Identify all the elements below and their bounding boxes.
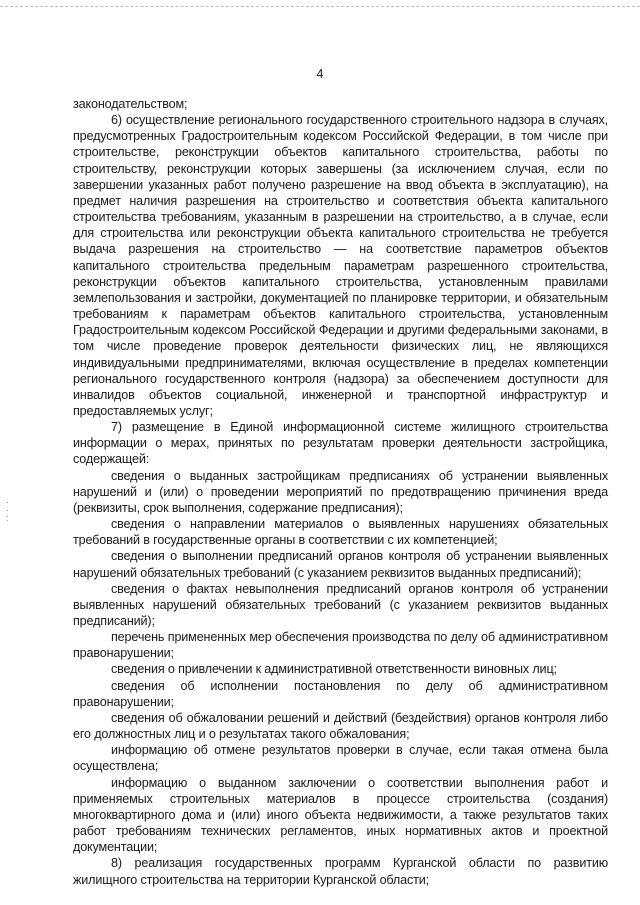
paragraph-item-8: 8) реализация государственных программ Курганской области по развитию жилищного строительства на территории Курганской области; [73,856,608,887]
paragraph-item-6: 6) осуществление регионального государственного строительного надзора в случаях, предусмотренных Градостроительным кодексом Российской Федерации, в том числе при строительстве, реконструкции объектов капитального строительства, работы по строительству, реконструкции которых завершены (за исключением случая, если по завершении указанных работ получено разрешение на ввод объекта в эксплуатацию), на предмет наличия разрешения на строительство и соответствия объекта капитального строительства требованиям, указанным в разрешении на строительство, а в случае, если для строительства или реконструкции объекта капитального строительства не требуется выдача разрешения на строительство — на соответствие параметров объектов капитального строительства предельным параметрам разрешенного строительства, реконструкции объектов капитального строительства, установленным правилами землепользования и застройки, документацией по планировке территории, и обязательным требованиям к параметрам объектов капитального строительства, установленным Градостроительным кодексом Российской Федерации и другими федеральными законами, в том числе проведение проверок деятельности физических лиц, не являющихся индивидуальными предпринимателями, включая осуществление в пределах компетенции регионального государственного контроля (надзора) за обеспечением доступности для инвалидов объектов социальной, инженерной и транспортной инфраструктур и предоставляемых услуг; [73,113,608,418]
scan-top-border [0,6,640,7]
paragraph-subitem: информацию о выданном заключении о соответствии выполнения работ и применяемых строительных материалов в процессе строительства (создания) многоквартирного дома и (или) иного объекта недвижимости, а также результатов таких работ требованиям технических регламентов, иных нормативных актов и проектной документации; [73,775,608,855]
paragraph-subitem: информацию об отмене результатов проверки в случае, если такая отмена была осуществлена; [73,743,608,774]
paragraph-subitem: перечень примененных мер обеспечения производства по делу об административном правонарушении; [73,630,608,661]
document-body [73,96,608,888]
paragraph-continuation: законодательством; [73,97,188,111]
paragraph-item-7: 7) размещение в Единой информационной системе жилищного строительства информации о мерах, принятых по результатам проверки деятельности застройщика, содержащей: [73,420,608,467]
paragraph-subitem: сведения об обжаловании решений и действий (бездействия) органов контроля либо его должностных лиц и о результатах такого обжалования; [73,710,608,742]
paragraph-subitem: сведения о фактах невыполнения предписаний органов контроля об устранении выявленных нарушений обязательных требований (с указанием реквизитов выданных предписаний); [73,581,608,628]
paragraph-subitem: сведения о направлении материалов о выявленных нарушениях обязательных требований в государственные органы в соответствии с их компетенцией; [73,517,608,548]
paragraph-subitem: сведения о выданных застройщикам предписаниях об устранении выявленных нарушений и (или) о проведении мероприятий по предотвращению причинения вреда (реквизиты, срок выполнения, содержание предписания); [73,468,608,515]
margin-scan-artifact: · · : [6,497,9,523]
paragraph-subitem: сведения о выполнении предписаний органов контроля об устранении выявленных нарушений обязательных требований (с указанием реквизитов выданных предписаний); [73,549,608,580]
paragraph-subitem: сведения о привлечении к административной ответственности виновных лиц; [111,662,557,677]
page-number: 4 [316,67,324,81]
paragraph-subitem: сведения об исполнении постановления по делу об административном правонарушении; [73,678,608,709]
